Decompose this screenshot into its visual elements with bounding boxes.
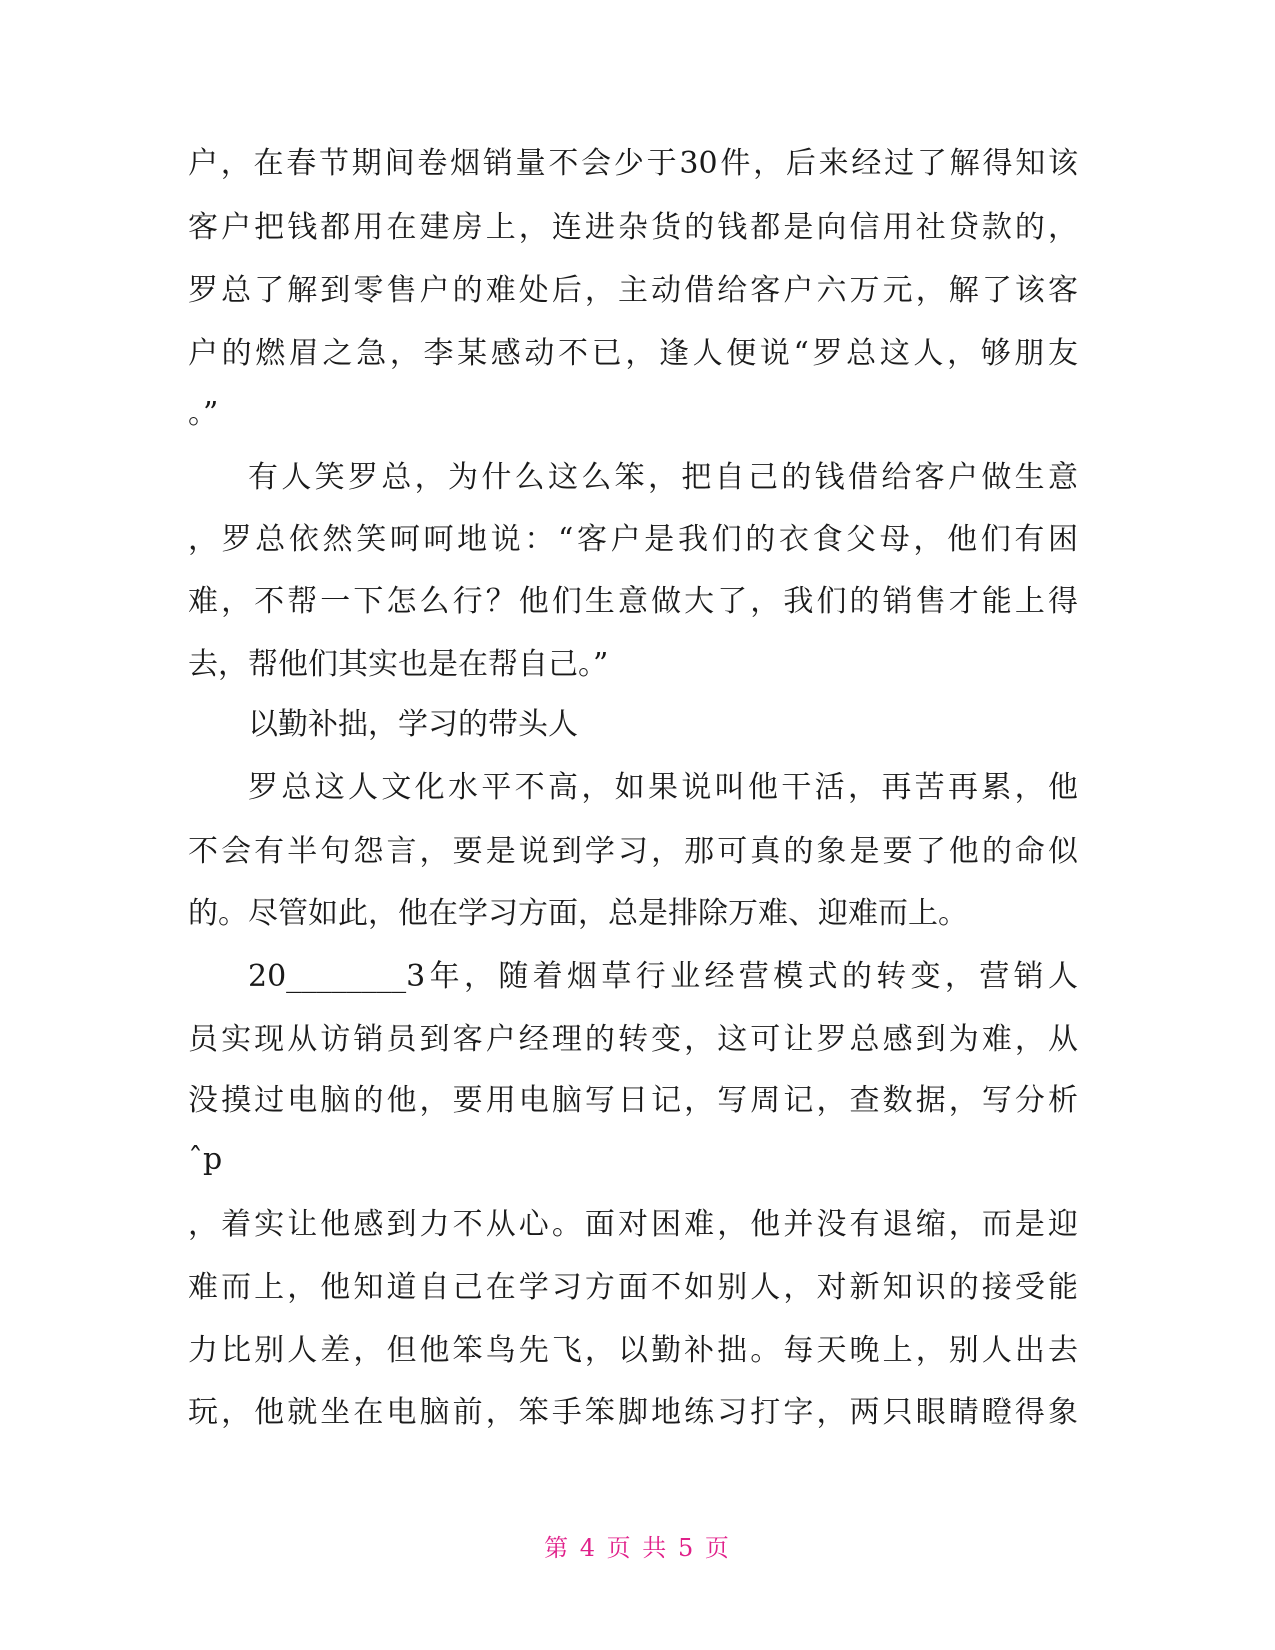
paragraph-start-line-6: 有人笑罗总，为什么这么笨，把自己的钱借给客户做生意 <box>248 460 1078 495</box>
text-line-16: 没摸过电脑的他，要用电脑写日记，写周记，查数据，写分析 <box>188 1083 1078 1118</box>
text-line-21: 玩，他就坐在电脑前，笨手笨脚地练习打字，两只眼睛瞪得象 <box>188 1395 1078 1430</box>
text-line-13: 的。尽管如此，他在学习方面，总是排除万难、迎难而上。 <box>188 896 968 931</box>
text-line-5: 。” <box>188 396 219 431</box>
text-line-19: 难而上，他知道自己在学习方面不如别人，对新知识的接受能 <box>188 1270 1078 1305</box>
text-line-3: 罗总了解到零售户的难处后，主动借给客户六万元，解了该客 <box>188 273 1078 308</box>
text-line-2: 客户把钱都用在建房上，连进杂货的钱都是向信用社贷款的， <box>188 210 1078 245</box>
text-line-20: 力比别人差，但他笨鸟先飞，以勤补拙。每天晚上，别人出去 <box>188 1333 1078 1368</box>
text-line-8: 难，不帮一下怎么行？他们生意做大了，我们的销售才能上得 <box>188 584 1078 619</box>
text-line-7: ，罗总依然笑呵呵地说：“客户是我们的衣食父母，他们有困 <box>188 522 1078 557</box>
paragraph-start-line-14: 20________3年，随着烟草行业经营模式的转变，营销人 <box>248 959 1078 994</box>
text-line-17: ˆp <box>188 1142 223 1177</box>
page-number-footer: 第 4 页 共 5 页 <box>544 1534 731 1562</box>
text-line-9: 去，帮他们其实也是在帮自己。” <box>188 647 609 682</box>
text-line-18: ，着实让他感到力不从心。面对困难，他并没有退缩，而是迎 <box>188 1207 1078 1242</box>
paragraph-start-line-11: 罗总这人文化水平不高，如果说叫他干活，再苦再累，他 <box>248 770 1078 805</box>
text-line-12: 不会有半句怨言，要是说到学习，那可真的象是要了他的命似 <box>188 834 1078 869</box>
text-line-15: 员实现从访销员到客户经理的转变，这可让罗总感到为难，从 <box>188 1022 1078 1057</box>
text-line-1: 户，在春节期间卷烟销量不会少于30件，后来经过了解得知该 <box>188 146 1078 181</box>
text-line-4: 户的燃眉之急，李某感动不已，逢人便说“罗总这人，够朋友 <box>188 336 1078 371</box>
section-heading: 以勤补拙，学习的带头人 <box>248 707 578 742</box>
